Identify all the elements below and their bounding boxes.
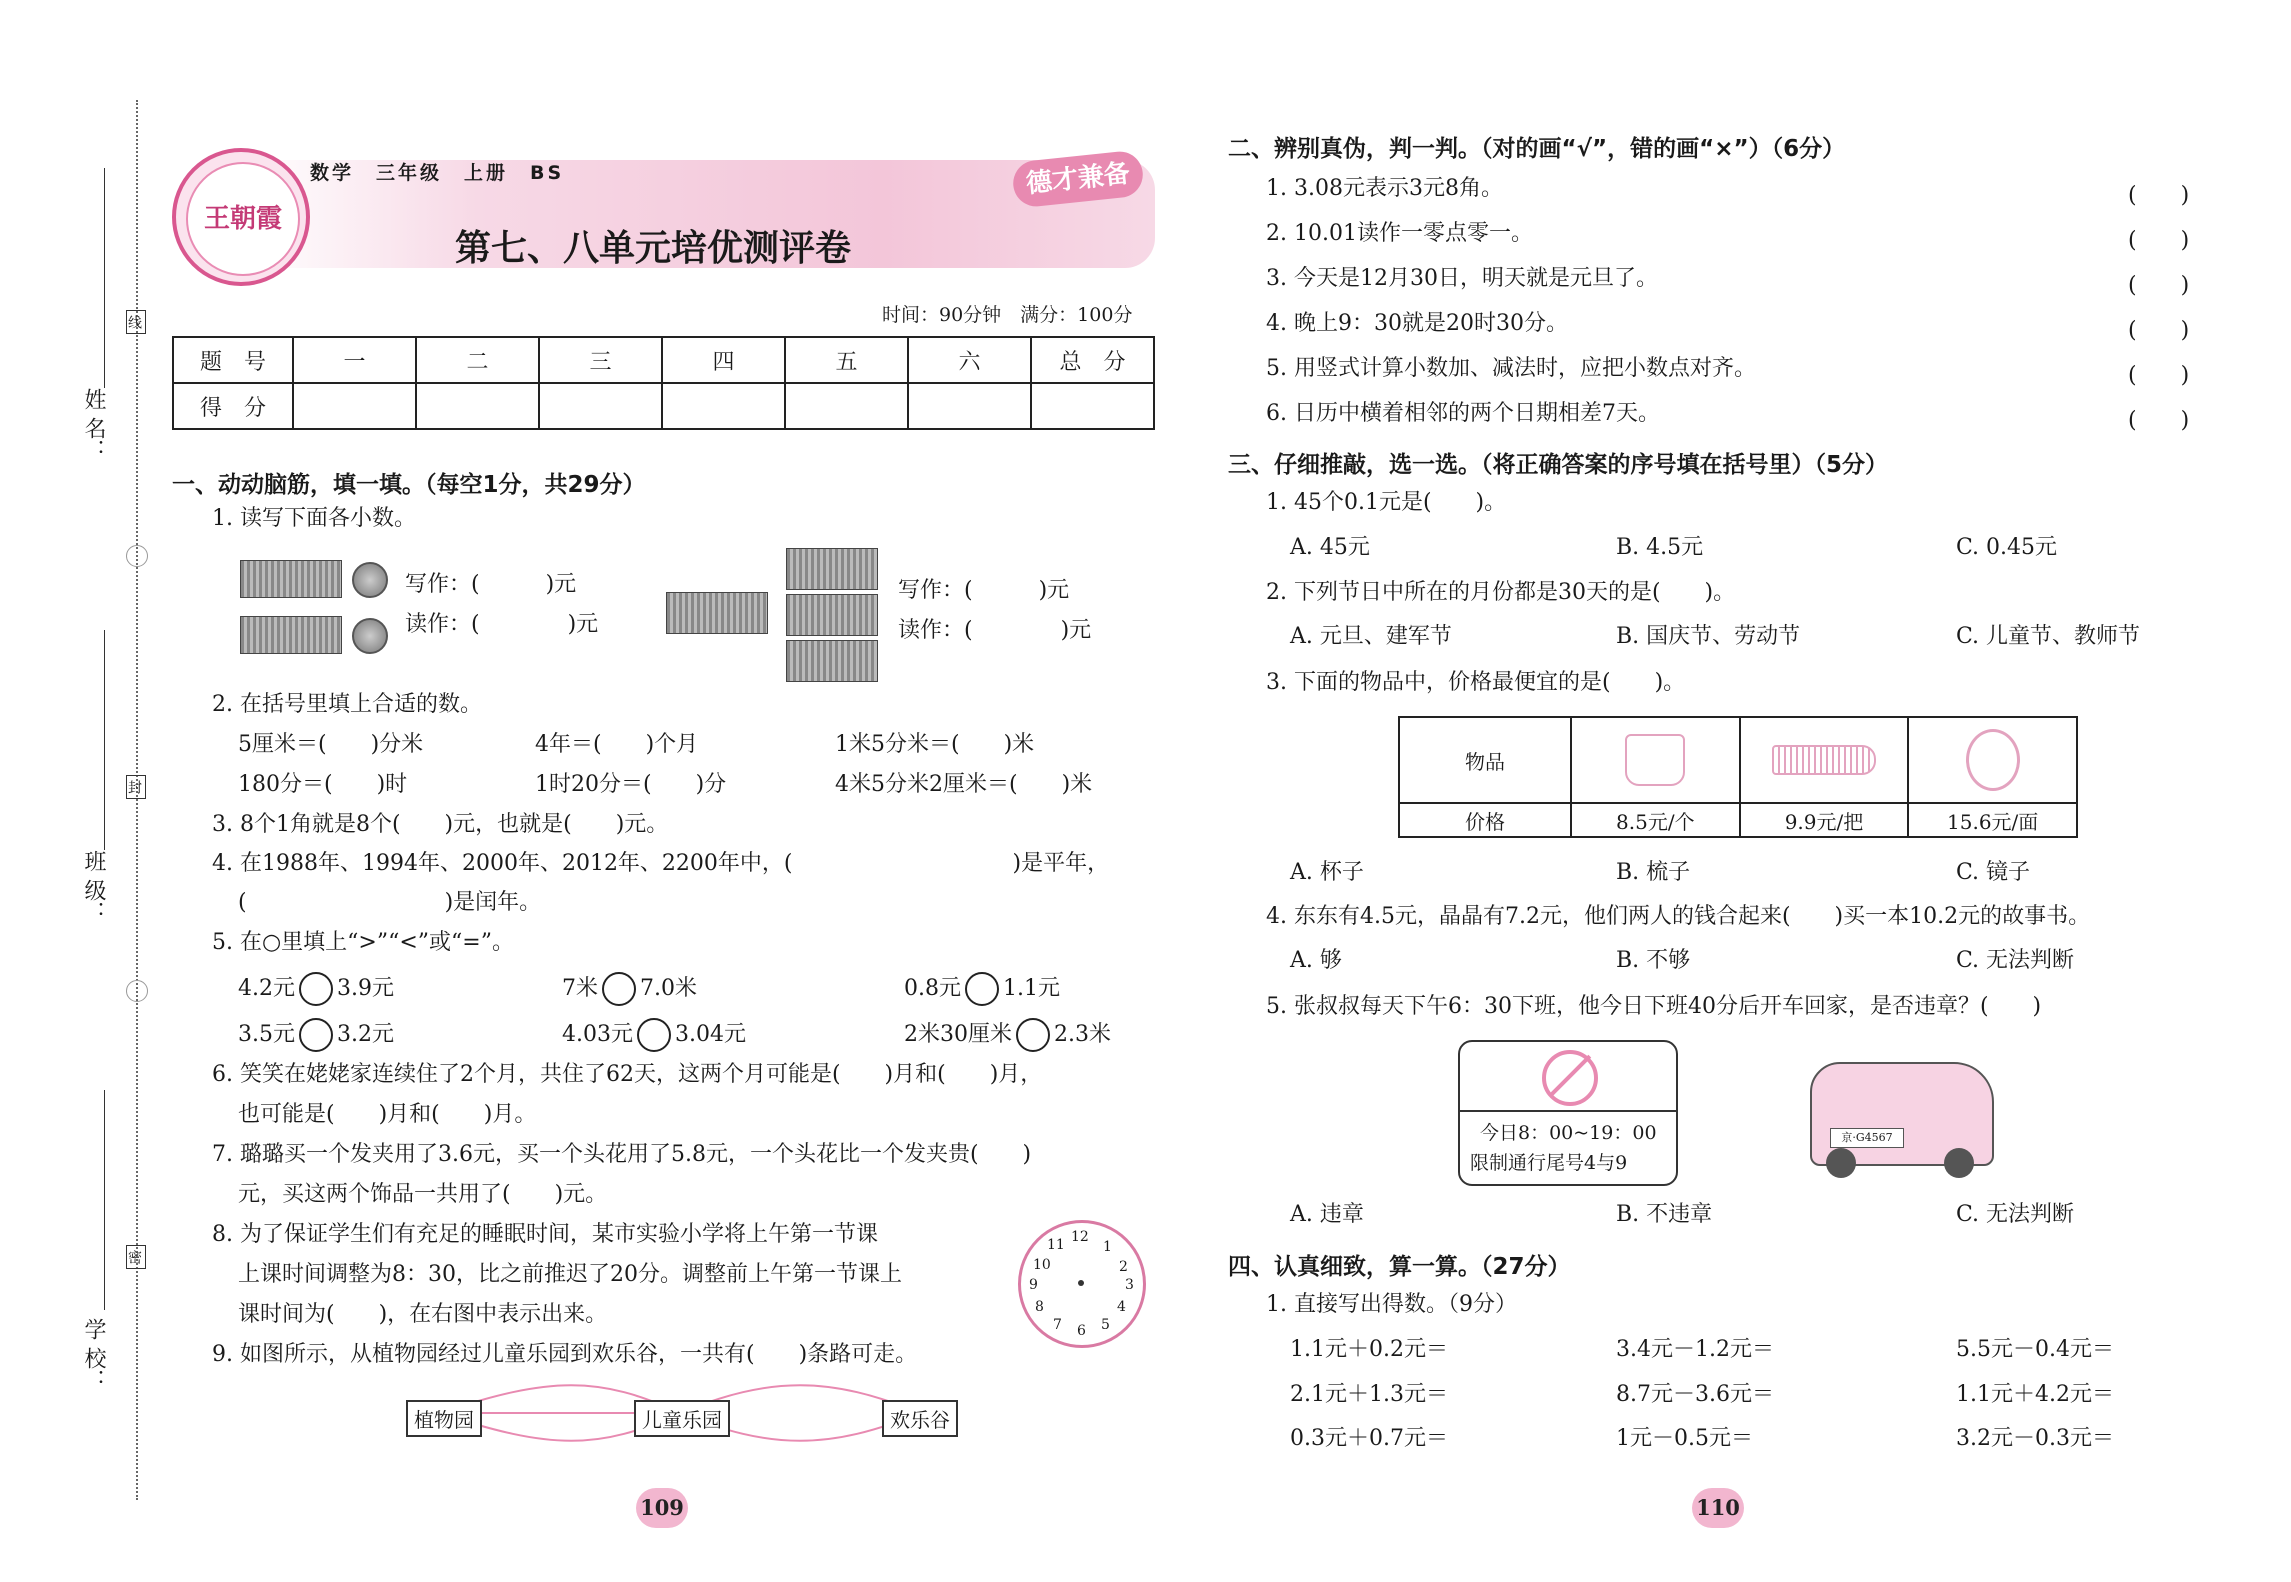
price-table <box>1398 716 2078 838</box>
calc-item[interactable]: 1.1元＋4.2元＝ <box>1956 1382 2114 1407</box>
option[interactable]: C. 0.45元 <box>1956 535 2058 560</box>
q1-read-b[interactable]: 读作：( )元 <box>898 618 1092 643</box>
banknote-icon <box>786 640 878 682</box>
name-label: 姓 名： <box>81 388 106 461</box>
price-cell: 8.5元/个 <box>1571 803 1740 837</box>
coin-icon <box>352 618 388 654</box>
s3-q4[interactable]: 4. 东东有4.5元，晶晶有7.2元，他们两人的钱合起来( )买一本10.2元的故事书。 <box>1266 904 2091 929</box>
score-input-cell[interactable] <box>785 383 908 429</box>
compare-circle[interactable] <box>602 972 636 1006</box>
score-head-cell: 总 分 <box>1031 337 1154 383</box>
car-wheel-icon <box>1826 1148 1856 1178</box>
banknote-icon <box>786 594 878 636</box>
compare-circle[interactable] <box>299 972 333 1006</box>
route-node-childrens-park: 儿童乐园 <box>634 1400 730 1437</box>
calc-item[interactable]: 2.1元＋1.3元＝ <box>1290 1382 1448 1407</box>
option[interactable]: B. 国庆节、劳动节 <box>1616 624 1801 649</box>
option[interactable]: A. 45元 <box>1290 535 1370 560</box>
calc-item[interactable]: 0.3元＋0.7元＝ <box>1290 1426 1448 1451</box>
price-label: 价格 <box>1399 803 1571 837</box>
option[interactable]: A. 违章 <box>1290 1202 1364 1227</box>
clock-face[interactable] <box>1018 1220 1146 1348</box>
compare-circle[interactable] <box>299 1018 333 1052</box>
price-cell: 15.6元/面 <box>1908 803 2077 837</box>
compare-circle[interactable] <box>1016 1018 1050 1052</box>
no-car-icon <box>1542 1050 1598 1106</box>
score-input-cell[interactable] <box>908 383 1031 429</box>
comb-picture <box>1740 717 1909 803</box>
judge-item: 6. 日历中横着相邻的两个日期相差7天。 <box>1266 401 1660 426</box>
plate-text: 京·G4567 <box>1830 1128 1904 1148</box>
judge-item: 1. 3.08元表示3元8角。 <box>1266 176 1503 201</box>
score-head-cell: 二 <box>416 337 539 383</box>
clock-number: 5 <box>1101 1317 1110 1333</box>
banknote-icon <box>786 548 878 590</box>
option[interactable]: C. 儿童节、教师节 <box>1956 624 2141 649</box>
clock-number: 11 <box>1047 1237 1065 1253</box>
score-head-cell: 一 <box>293 337 416 383</box>
banknote-icon <box>240 560 342 598</box>
judge-item: 5. 用竖式计算小数加、减法时，应把小数点对齐。 <box>1266 356 1756 381</box>
score-input-cell[interactable] <box>293 383 416 429</box>
school-label: 学 校： <box>81 1318 106 1391</box>
s1-q7b[interactable]: 元，买这两个饰品一共用了( )元。 <box>238 1182 608 1207</box>
line-mark: 线 <box>126 310 146 334</box>
score-head-cell: 四 <box>662 337 785 383</box>
section4-heading: 四、认真细致，算一算。（27分） <box>1228 1254 1571 1280</box>
option[interactable]: B. 4.5元 <box>1616 535 1704 560</box>
sign-plate-rule: 限制通行尾号4与9 <box>1470 1152 1628 1174</box>
s1-q3[interactable]: 3. 8个1角就是8个( )元，也就是( )元。 <box>212 812 669 837</box>
judge-item: 4. 晚上9：30就是20时30分。 <box>1266 311 1568 336</box>
s1-q8c[interactable]: 课时间为( )，在右图中表示出来。 <box>238 1302 608 1327</box>
option[interactable]: A. 够 <box>1290 948 1342 973</box>
option[interactable]: B. 梳子 <box>1616 860 1691 885</box>
option[interactable]: B. 不违章 <box>1616 1202 1713 1227</box>
class-label: 班 级： <box>81 850 106 923</box>
clock-number: 6 <box>1077 1323 1086 1339</box>
score-row-label: 得 分 <box>173 383 293 429</box>
answer-blank[interactable]: ( ) <box>2128 408 2190 433</box>
clock-number: 8 <box>1035 1299 1044 1315</box>
answer-blank[interactable]: ( ) <box>2128 363 2190 388</box>
q1-write-b[interactable]: 写作：( )元 <box>898 578 1070 603</box>
q5-item: 2米30厘米 2.3米 <box>904 1018 1111 1052</box>
s3-q5[interactable]: 5. 张叔叔每天下午6：30下班，他今日下班40分后开车回家，是否违章？( ) <box>1266 994 2042 1019</box>
cup-picture <box>1571 717 1740 803</box>
score-input-cell[interactable] <box>1031 383 1154 429</box>
close-mark: 密 <box>126 1245 146 1269</box>
q5-item: 4.2元 3.9元 <box>238 972 394 1006</box>
section1-heading: 一、动动脑筋，填一填。（每空1分，共29分） <box>172 472 646 498</box>
answer-blank[interactable]: ( ) <box>2128 318 2190 343</box>
score-table <box>172 336 1155 430</box>
s1-q6a[interactable]: 6. 笑笑在姥姥家连续住了2个月，共住了62天，这两个月可能是( )月和( )月， <box>212 1062 1043 1087</box>
q2-item[interactable]: 180分＝( )时 <box>238 772 408 797</box>
q1-write-a[interactable]: 写作：( )元 <box>405 572 577 597</box>
s1-q4a[interactable]: 4. 在1988年、1994年、2000年、2012年、2200年中，( )是平年， <box>212 851 1110 876</box>
page-number-left: 109 <box>636 1488 688 1528</box>
q2-item[interactable]: 1时20分＝( )分 <box>535 772 727 797</box>
judge-item: 3. 今天是12月30日，明天就是元旦了。 <box>1266 266 1658 291</box>
option[interactable]: C. 无法判断 <box>1956 1202 2075 1227</box>
compare-circle[interactable] <box>637 1018 671 1052</box>
calc-item[interactable]: 3.2元－0.3元＝ <box>1956 1426 2114 1451</box>
banknote-icon <box>240 616 342 654</box>
answer-blank[interactable]: ( ) <box>2128 228 2190 253</box>
motto-badge: 德才兼备 <box>1011 149 1145 208</box>
calc-item[interactable]: 1.1元＋0.2元＝ <box>1290 1337 1448 1362</box>
calc-item[interactable]: 1元－0.5元＝ <box>1616 1426 1753 1451</box>
coin-icon <box>352 562 388 598</box>
clock-center <box>1078 1280 1084 1286</box>
judge-item: 2. 10.01读作一零点零一。 <box>1266 221 1533 246</box>
s4-q1: 1. 直接写出得数。（9分） <box>1266 1292 1517 1317</box>
s1-q9[interactable]: 9. 如图所示，从植物园经过儿童乐园到欢乐谷，一共有( )条路可走。 <box>212 1342 918 1367</box>
route-node-happy-valley: 欢乐谷 <box>882 1400 958 1437</box>
q2-item[interactable]: 1米5分米＝( )米 <box>835 732 1035 757</box>
page-number-right: 110 <box>1692 1488 1744 1528</box>
option[interactable]: C. 镜子 <box>1956 860 2031 885</box>
s1-q7a[interactable]: 7. 璐璐买一个发夹用了3.6元，买一个头花用了5.8元，一个头花比一个发夹贵( ) <box>212 1142 1032 1167</box>
q2-item[interactable]: 4米5分米2厘米＝( )米 <box>835 772 1093 797</box>
s1-q4b[interactable]: ( )是闰年。 <box>238 890 542 915</box>
q5-item: 7米 7.0米 <box>562 972 697 1006</box>
q2-item[interactable]: 5厘米＝( )分米 <box>238 732 424 757</box>
mirror-picture <box>1908 717 2077 803</box>
s1-q2: 2. 在括号里填上合适的数。 <box>212 692 482 717</box>
price-cell: 9.9元/把 <box>1740 803 1909 837</box>
banknote-icon <box>666 592 768 634</box>
compare-circle[interactable] <box>965 972 999 1006</box>
course-meta: 数学 三年级 上册 BS <box>310 162 565 184</box>
section3-heading: 三、仔细推敲，选一选。（将正确答案的序号填在括号里）（5分） <box>1228 452 1889 478</box>
car-wheel-icon <box>1944 1148 1974 1178</box>
clock-number: 4 <box>1117 1299 1126 1315</box>
option[interactable]: A. 杯子 <box>1290 860 1364 885</box>
clock-number: 12 <box>1071 1229 1089 1245</box>
s1-q1: 1. 读写下面各小数。 <box>212 506 416 531</box>
q5-item: 3.5元 3.2元 <box>238 1018 394 1052</box>
option[interactable]: B. 不够 <box>1616 948 1691 973</box>
score-input-cell[interactable] <box>539 383 662 429</box>
s1-q6b[interactable]: 也可能是( )月和( )月。 <box>238 1102 537 1127</box>
score-head-cell: 五 <box>785 337 908 383</box>
binding-hole-icon <box>126 980 148 1002</box>
score-head-cell: 题 号 <box>173 337 293 383</box>
answer-blank[interactable]: ( ) <box>2128 273 2190 298</box>
traffic-sign <box>1458 1040 1678 1186</box>
school-underline <box>104 1090 105 1310</box>
option[interactable]: A. 元旦、建军节 <box>1290 624 1452 649</box>
q5-item: 4.03元 3.04元 <box>562 1018 746 1052</box>
s3-q1[interactable]: 1. 45个0.1元是( )。 <box>1266 490 1507 515</box>
clock-number: 2 <box>1119 1259 1128 1275</box>
clock-number: 3 <box>1125 1277 1134 1293</box>
route-node-botanical: 植物园 <box>406 1400 482 1437</box>
clock-number: 7 <box>1053 1317 1062 1333</box>
score-head-cell: 六 <box>908 337 1031 383</box>
s1-q8a: 8. 为了保证学生们有充足的睡眠时间，某市实验小学将上午第一节课 <box>212 1222 878 1247</box>
clock-number: 9 <box>1029 1277 1038 1293</box>
option[interactable]: C. 无法判断 <box>1956 948 2075 973</box>
s3-q2[interactable]: 2. 下列节日中所在的月份都是30天的是( )。 <box>1266 580 1736 605</box>
binding-hole-icon <box>126 545 148 567</box>
q5-item: 0.8元 1.1元 <box>904 972 1060 1006</box>
s3-q3[interactable]: 3. 下面的物品中，价格最便宜的是( )。 <box>1266 670 1686 695</box>
q2-item[interactable]: 4年＝( )个月 <box>535 732 699 757</box>
sign-time: 今日8：00~19：00 <box>1480 1122 1657 1144</box>
q1-read-a[interactable]: 读作：( )元 <box>405 612 599 637</box>
name-underline <box>104 168 105 388</box>
score-input-cell[interactable] <box>416 383 539 429</box>
calc-item[interactable]: 3.4元－1.2元＝ <box>1616 1337 1774 1362</box>
clock-number: 10 <box>1033 1257 1051 1273</box>
score-input-cell[interactable] <box>662 383 785 429</box>
time-info: 时间：90分钟 满分：100分 <box>882 304 1133 326</box>
score-head-cell: 三 <box>539 337 662 383</box>
answer-blank[interactable]: ( ) <box>2128 183 2190 208</box>
s1-q8b: 上课时间调整为8：30，比之前推迟了20分。调整前上午第一节课上 <box>238 1262 902 1287</box>
calc-item[interactable]: 5.5元－0.4元＝ <box>1956 1337 2114 1362</box>
s1-q5: 5. 在○里填上“>”“<”或“=”。 <box>212 930 514 955</box>
brand-logo: 王朝霞 <box>172 148 310 286</box>
page-title: 第七、八单元培优测评卷 <box>455 228 852 269</box>
price-table-head: 物品 <box>1399 717 1571 803</box>
clock-number: 1 <box>1103 1239 1112 1255</box>
seal-mark: 封 <box>126 775 146 799</box>
calc-item[interactable]: 8.7元－3.6元＝ <box>1616 1382 1774 1407</box>
section2-heading: 二、辨别真伪，判一判。（对的画“√”，错的画“×”）（6分） <box>1228 136 1846 162</box>
class-underline <box>104 630 105 850</box>
